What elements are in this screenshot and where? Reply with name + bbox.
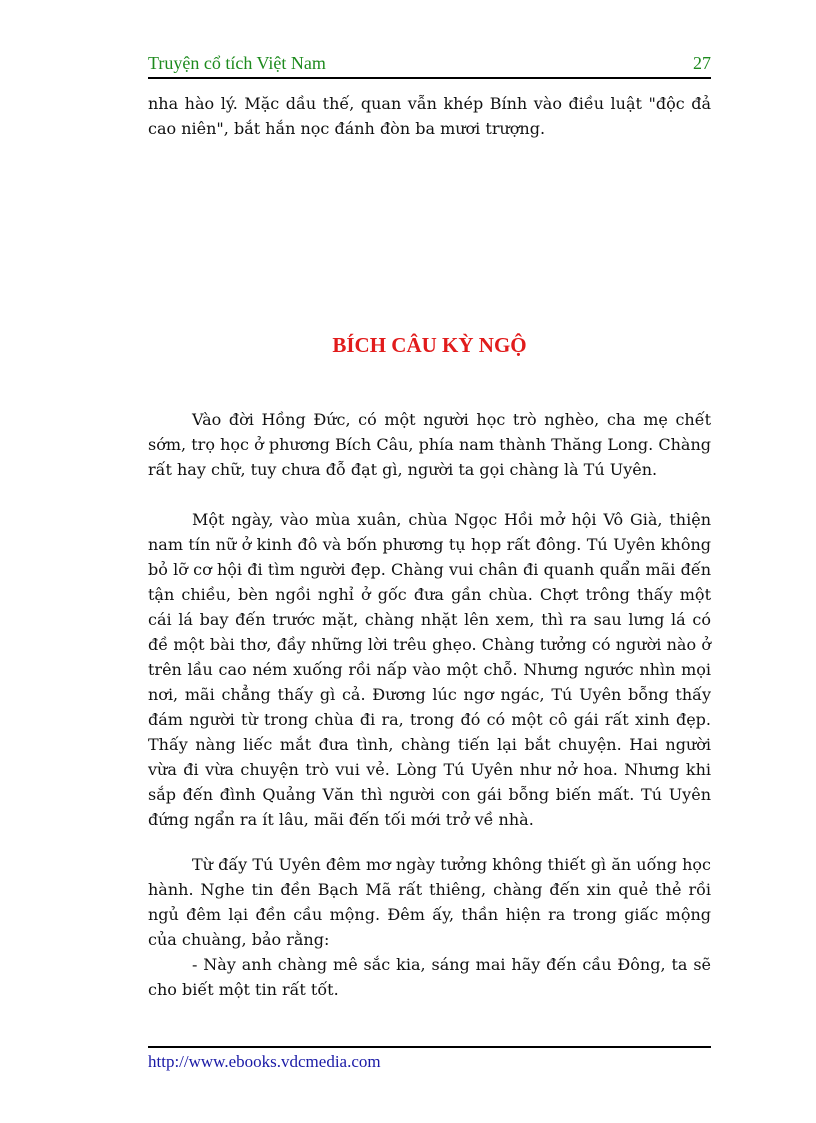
continuation-paragraph: nha hào lý. Mặc dầu thế, quan vẫn khép Bính vào điều luật "độc đả cao niên", bắt hắn nọc đánh đòn ba mươi trượng.: [148, 94, 711, 138]
story-paragraph-1: Vào đời Hồng Đức, có một người học trò nghèo, cha mẹ chết sớm, trọ học ở phương Bích Câu, phía nam thành Thăng Long. Chàng rất hay chữ, tuy chưa đỗ đạt gì, người ta gọi chàng là Tú Uyên.: [148, 410, 711, 479]
book-title: Truyện cổ tích Việt Nam: [148, 53, 326, 73]
story-paragraph-4: - Này anh chàng mê sắc kia, sáng mai hãy đến cầu Đông, ta sẽ cho biết một tin rất tốt.: [148, 955, 711, 999]
footer-website-link[interactable]: http://www.ebooks.vdcmedia.com: [148, 1052, 381, 1071]
page-header: [148, 53, 711, 79]
footer-divider: [148, 1046, 711, 1048]
page-number: 27: [693, 53, 711, 73]
story-title: BÍCH CÂU KỲ NGỘ: [332, 333, 527, 357]
story-paragraph-2: Một ngày, vào mùa xuân, chùa Ngọc Hồi mở hội Vô Già, thiện nam tín nữ ở kinh đô và bốn phương tụ họp rất đông. Tú Uyên không bỏ lỡ cơ hội đi tìm người đẹp. Chàng vui chân đi quanh quẩn mãi đến tận chiều, bèn ngồi nghỉ ở gốc đưa gần chùa. Chợt trông thấy một cái lá bay đến trước mặt, chàng nhặt lên xem, thì ra sau lưng lá có đề một bài thơ, đầy những lời trêu ghẹo. Chàng tưởng có người nào ở trên lầu cao ném xuống rồi nấp vào một chỗ. Nhưng ngước nhìn mọi nơi, mãi chẳng thấy gì cả. Đương lúc ngơ ngác, Tú Uyên bỗng thấy đám người từ trong chùa đi ra, trong đó có một cô gái rất xinh đẹp. Thấy nàng liếc mắt đưa tình, chàng tiến lại bắt chuyện. Hai người vừa đi vừa chuyện trò vui vẻ. Lòng Tú Uyên như nở hoa. Nhưng khi sắp đến đình Quảng Văn thì người con gái bỗng biến mất. Tú Uyên đứng ngẩn ra ít lâu, mãi đến tối mới trở về nhà.: [148, 510, 711, 829]
story-paragraph-3: Từ đấy Tú Uyên đêm mơ ngày tưởng không thiết gì ăn uống học hành. Nghe tin đền Bạch Mã rất thiêng, chàng đến xin quẻ thẻ rồi ngủ đêm lại đền cầu mộng. Đêm ấy, thần hiện ra trong giấc mộng của chuàng, bảo rằng:: [148, 855, 711, 949]
